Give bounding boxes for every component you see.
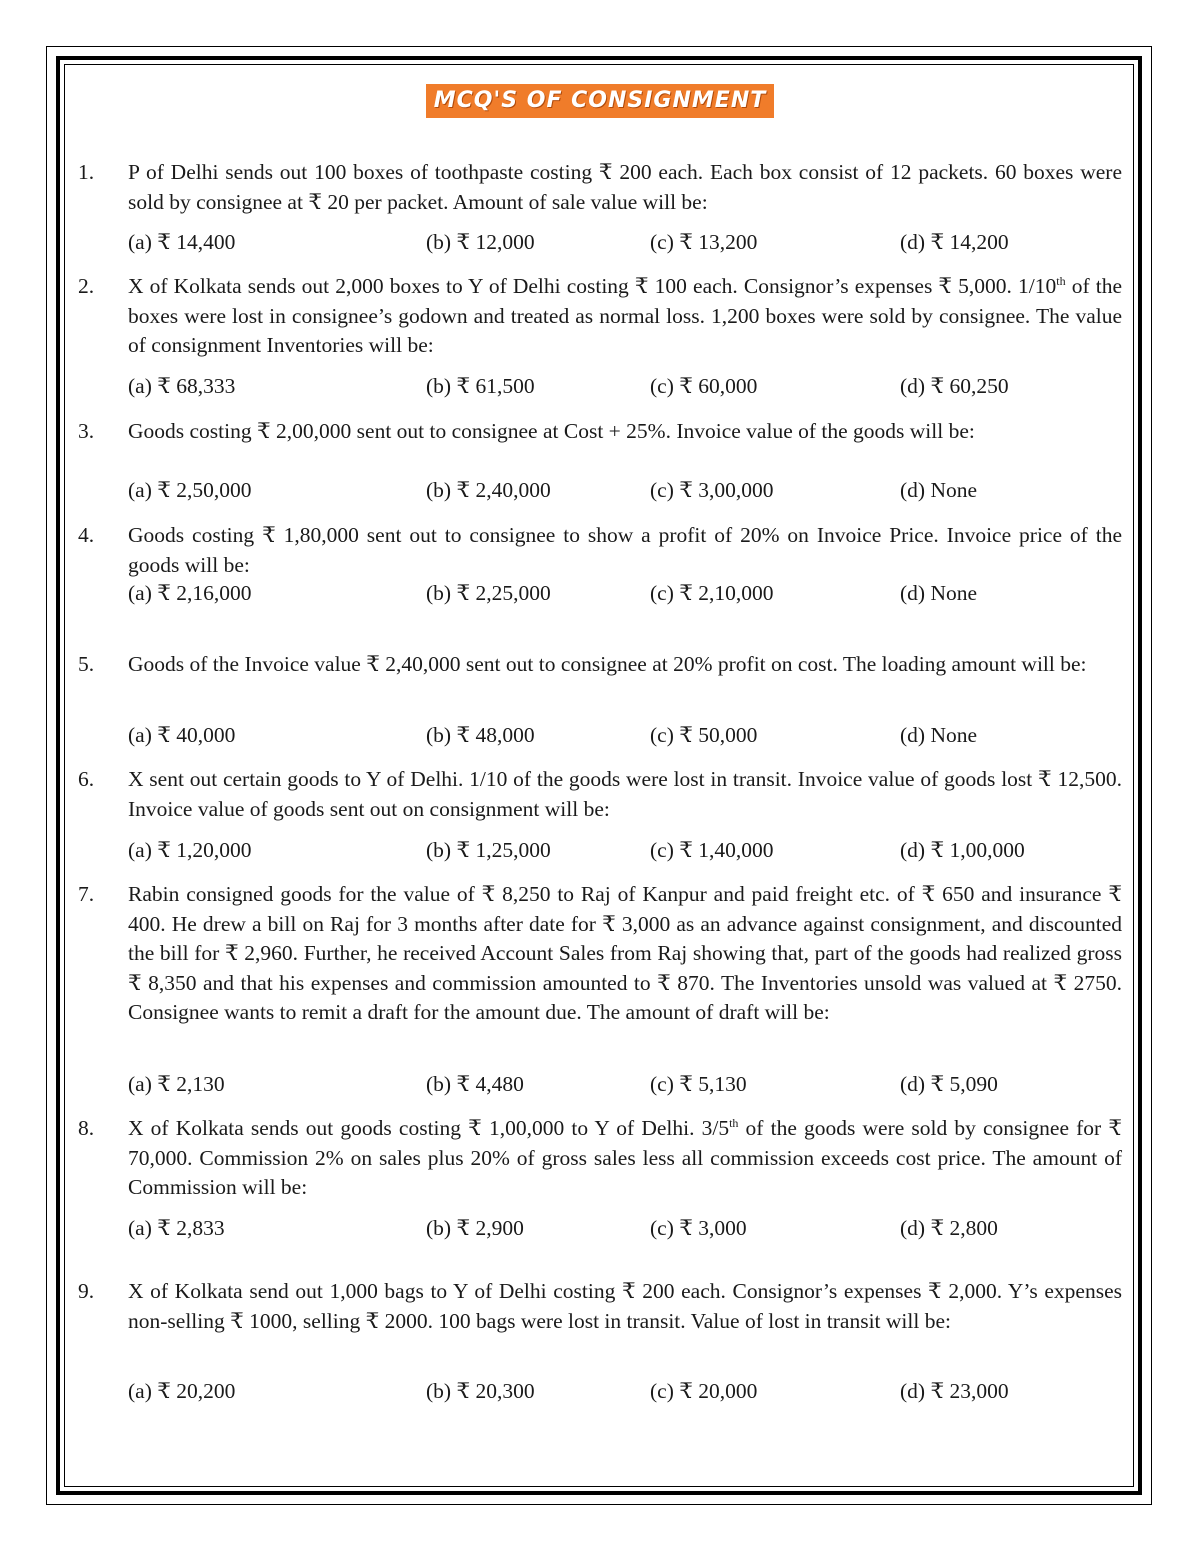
question-3: [78, 417, 1122, 447]
option-d: (d) ₹ 5,090: [900, 1072, 998, 1096]
option-a: (a) ₹ 40,000: [128, 723, 236, 747]
option-d: (d) ₹ 1,00,000: [900, 838, 1025, 862]
option-c: (c) ₹ 2,10,000: [650, 581, 774, 605]
option-b: (b) ₹ 2,900: [426, 1216, 524, 1240]
question-number: 2.: [78, 274, 95, 298]
options-2: [128, 374, 1128, 404]
option-a: (a) ₹ 68,333: [128, 374, 236, 398]
options-5: [128, 723, 1128, 753]
option-c: (c) ₹ 3,000: [650, 1216, 747, 1240]
question-4: [78, 521, 1122, 580]
option-b: (b) ₹ 12,000: [426, 230, 535, 254]
question-text: Goods of the Invoice value ₹ 2,40,000 sent out to consignee at 20% profit on cost. The loading amount will be:: [128, 652, 1087, 676]
option-c: (c) ₹ 1,40,000: [650, 838, 774, 862]
option-a: (a) ₹ 14,400: [128, 230, 236, 254]
option-b: (b) ₹ 4,480: [426, 1072, 524, 1096]
option-a: (a) ₹ 1,20,000: [128, 838, 252, 862]
page-title: MCQ'S OF CONSIGNMENT: [426, 84, 774, 118]
option-c: (c) ₹ 5,130: [650, 1072, 747, 1096]
question-8: [78, 1114, 1122, 1203]
option-b: (b) ₹ 2,25,000: [426, 581, 551, 605]
option-c: (c) ₹ 20,000: [650, 1379, 758, 1403]
question-number: 5.: [78, 652, 95, 676]
option-d: (d) None: [900, 478, 978, 502]
question-text: P of Delhi sends out 100 boxes of toothpaste costing ₹ 200 each. Each box consist of 12 packets. 60 boxes were sold by consignee at ₹ 20 per packet. Amount of sale value will be:: [128, 160, 1122, 214]
question-text: X sent out certain goods to Y of Delhi. 1/10 of the goods were lost in transit. Invoice value of goods lost ₹ 12,500. Invoice value of goods sent out on consignment will be:: [128, 767, 1122, 821]
option-a: (a) ₹ 20,200: [128, 1379, 236, 1403]
option-b: (b) ₹ 20,300: [426, 1379, 535, 1403]
option-d: (d) ₹ 60,250: [900, 374, 1009, 398]
options-3: [128, 478, 1128, 508]
option-d: (d) ₹ 2,800: [900, 1216, 998, 1240]
option-a: (a) ₹ 2,833: [128, 1216, 225, 1240]
question-2: [78, 272, 1122, 361]
options-1: [128, 230, 1128, 260]
question-number: 8.: [78, 1116, 95, 1140]
options-4: [128, 581, 1128, 611]
option-b: (b) ₹ 61,500: [426, 374, 535, 398]
option-d: (d) None: [900, 723, 978, 747]
options-8: [128, 1216, 1128, 1246]
option-a: (a) ₹ 2,16,000: [128, 581, 252, 605]
question-text: X of Kolkata sends out 2,000 boxes to Y of Delhi costing ₹ 100 each. Consignor’s expenses ₹ 5,000. 1/10th of the boxes were lost in consignee’s godown and treated as normal loss. 1,200 boxes were sold by consignee. The value of consignment Inventories will be:: [128, 273, 1122, 357]
question-number: 7.: [78, 882, 95, 906]
question-text: Rabin consigned goods for the value of ₹ 8,250 to Raj of Kanpur and paid freight etc. of ₹ 650 and insurance ₹ 400. He drew a bill on Raj for 3 months after date for ₹ 3,000 as an advance against consignment, and discounted the bill for ₹ 2,960. Further, he received Account Sales from Raj showing that, part of the goods had realized gross ₹ 8,350 and that his expenses and commission amounted to ₹ 870. The Inventories unsold was valued at ₹ 2750. Consignee wants to remit a draft for the amount due. The amount of draft will be:: [128, 882, 1122, 1024]
option-b: (b) ₹ 2,40,000: [426, 478, 551, 502]
question-number: 1.: [78, 160, 95, 184]
option-c: (c) ₹ 3,00,000: [650, 478, 774, 502]
question-1: [78, 158, 1122, 217]
question-number: 4.: [78, 523, 95, 547]
question-9: [78, 1277, 1122, 1336]
option-d: (d) None: [900, 581, 978, 605]
option-c: (c) ₹ 13,200: [650, 230, 758, 254]
option-b: (b) ₹ 48,000: [426, 723, 535, 747]
option-c: (c) ₹ 50,000: [650, 723, 758, 747]
options-6: [128, 838, 1128, 868]
question-number: 9.: [78, 1279, 95, 1303]
question-text: X of Kolkata sends out goods costing ₹ 1,00,000 to Y of Delhi. 3/5th of the goods were sold by consignee for ₹ 70,000. Commission 2% on sales plus 20% of gross sales less all commission exceeds cost price. The amount of Commission will be:: [128, 1115, 1123, 1199]
option-c: (c) ₹ 60,000: [650, 374, 758, 398]
option-d: (d) ₹ 23,000: [900, 1379, 1009, 1403]
question-number: 3.: [78, 419, 95, 443]
option-b: (b) ₹ 1,25,000: [426, 838, 551, 862]
question-5: [78, 650, 1122, 680]
question-text: X of Kolkata send out 1,000 bags to Y of Delhi costing ₹ 200 each. Consignor’s expenses ₹ 2,000. Y’s expenses non-selling ₹ 1000, selling ₹ 2000. 100 bags were lost in transit. Value of lost in transit will be:: [128, 1279, 1122, 1333]
question-text: Goods costing ₹ 2,00,000 sent out to consignee at Cost + 25%. Invoice value of the goods will be:: [128, 419, 975, 443]
question-6: [78, 765, 1122, 824]
options-7: [128, 1072, 1128, 1102]
options-9: [128, 1379, 1128, 1409]
option-a: (a) ₹ 2,50,000: [128, 478, 252, 502]
option-d: (d) ₹ 14,200: [900, 230, 1009, 254]
question-7: [78, 880, 1122, 1028]
title-banner: [0, 84, 1200, 118]
question-text: Goods costing ₹ 1,80,000 sent out to consignee to show a profit of 20% on Invoice Price. Invoice price of the goods will be:: [128, 523, 1122, 577]
question-number: 6.: [78, 767, 95, 791]
option-a: (a) ₹ 2,130: [128, 1072, 225, 1096]
